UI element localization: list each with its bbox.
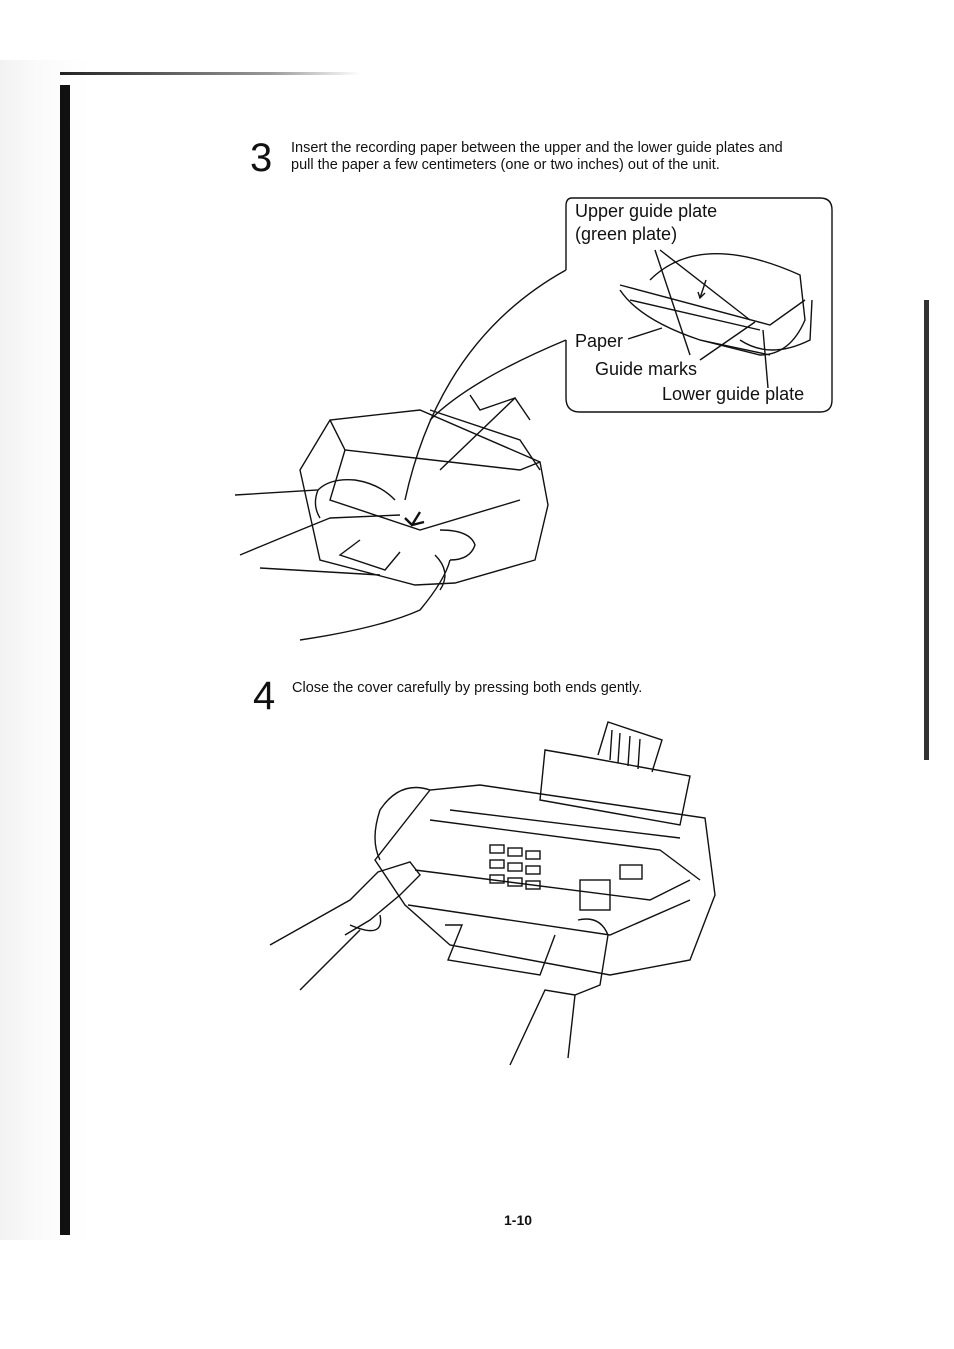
step-3-number: 3 [250, 136, 273, 180]
step-4-number: 4 [253, 674, 276, 718]
callout-upper-guide-plate: Upper guide plate [575, 201, 718, 221]
step-4-text: Close the cover carefully by pressing both ends gently. [292, 680, 643, 696]
callout-lower-guide-plate: Lower guide plate [662, 384, 805, 404]
callout-guide-marks: Guide marks [595, 359, 698, 379]
page-number: 1-10 [504, 1212, 533, 1228]
callout-green-plate: (green plate) [575, 224, 678, 244]
step-3-text-line-2: pull the paper a few centimeters (one or two inches) out of the unit. [291, 157, 720, 173]
step-3-text-line-1: Insert the recording paper between the upper and the lower guide plates and [291, 140, 783, 156]
callout-paper: Paper [575, 331, 624, 351]
